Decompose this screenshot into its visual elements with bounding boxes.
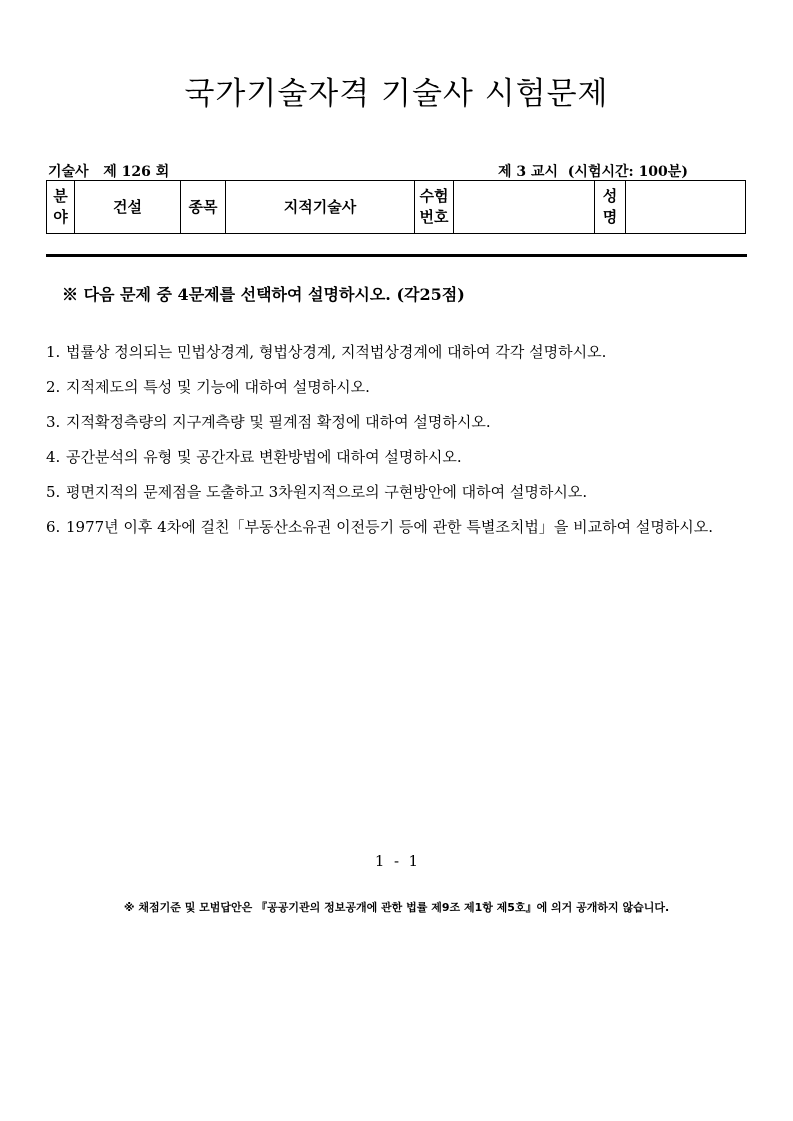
question-number: 4.: [46, 448, 61, 466]
exam-number-value: [454, 181, 595, 234]
name-label: 성 명: [595, 181, 626, 234]
exam-round: 기술사 제 126 회: [48, 164, 170, 180]
exam-number-label: 수험 번호: [415, 181, 454, 234]
question-text: 법률상 정의되는 민법상경계, 형법상경계, 지적법상경계에 대하여 각각 설명하시오.: [66, 343, 607, 361]
exam-title: 국가기술자격 기술사 시험문제: [184, 76, 609, 112]
question-item: [46, 445, 751, 470]
field-label: 분 야: [47, 181, 75, 234]
question-list: [46, 340, 751, 550]
category-value: 지적기술사: [226, 181, 415, 234]
footer-note: ※ 채점기준 및 모범답안은 『공공기관의 정보공개에 관한 법률 제9조 제1항 제5호』에 의거 공개하지 않습니다.: [123, 901, 670, 914]
question-item: [46, 340, 751, 365]
question-number: 3.: [46, 413, 61, 431]
name-value: [626, 181, 746, 234]
question-text: 공간분석의 유형 및 공간자료 변환방법에 대하여 설명하시오.: [66, 448, 462, 466]
question-text: 1977년 이후 4차에 걸친「부동산소유권 이전등기 등에 관한 특별조치법」을 비교하여 설명하시오.: [66, 518, 714, 536]
question-text: 평면지적의 문제점을 도출하고 3차원지적으로의 구현방안에 대하여 설명하시오.: [66, 483, 588, 501]
question-item: [46, 515, 751, 540]
question-text: 지적제도의 특성 및 기능에 대하여 설명하시오.: [66, 378, 370, 396]
question-number: 2.: [46, 378, 61, 396]
category-label: 종목: [181, 181, 226, 234]
page-number: 1 - 1: [374, 852, 419, 870]
field-value: 건설: [75, 181, 181, 234]
question-number: 5.: [46, 483, 61, 501]
divider-line: [46, 254, 747, 257]
question-item: [46, 410, 751, 435]
question-item: [46, 480, 751, 505]
exam-info-table: [46, 180, 746, 234]
exam-session: 제 3 교시 (시험시간: 100분): [498, 164, 688, 180]
instruction-text: ※ 다음 문제 중 4문제를 선택하여 설명하시오. (각25점): [62, 285, 465, 304]
question-number: 6.: [46, 518, 61, 536]
question-item: [46, 375, 751, 400]
question-text: 지적확정측량의 지구계측량 및 필계점 확정에 대하여 설명하시오.: [66, 413, 491, 431]
question-number: 1.: [46, 343, 61, 361]
